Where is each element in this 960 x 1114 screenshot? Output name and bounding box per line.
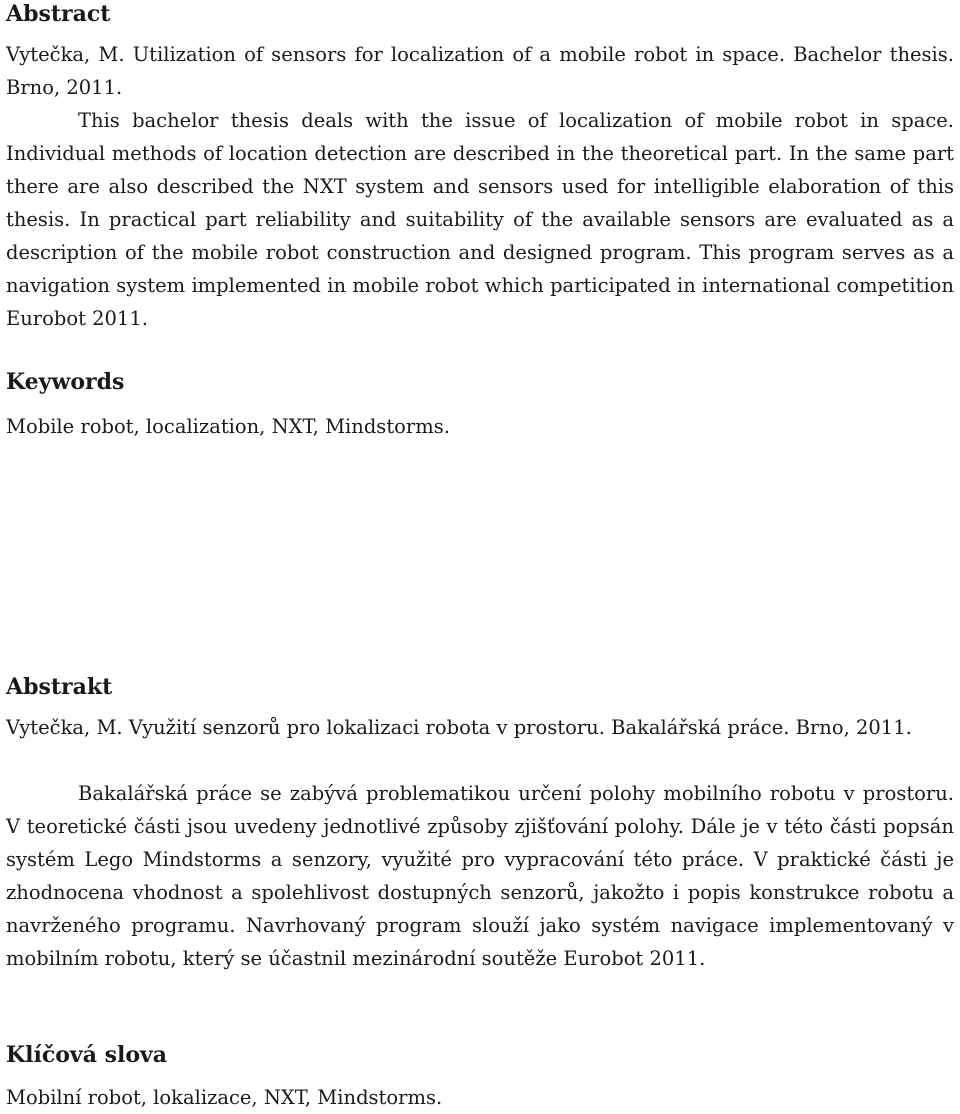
abstract-cz-citation: Vytečka, M. Využití senzorů pro lokalizaci robota v prostoru. Bakalářská práce. Brno, 2011. bbox=[6, 716, 912, 739]
keywords-cz-text: Mobilní robot, lokalizace, NXT, Mindstorms. bbox=[6, 1086, 443, 1109]
keywords-en-text: Mobile robot, localization, NXT, Mindstorms. bbox=[6, 415, 450, 438]
keywords-en-heading: Keywords bbox=[6, 369, 125, 395]
abstract-cz-heading: Abstrakt bbox=[6, 674, 113, 700]
abstract-cz-body: Bakalářská práce se zabývá problematikou určení polohy mobilního robotu v prostoru. V teoretické části jsou uvedeny jednotlivé způsoby zjišťování polohy. Dále je v této části popsán systém Lego Mindstorms a senzory, využité pro vypracování této práce. V praktické části je zhodnocena vhodnost a spolehlivost dostupných senzorů, jakožto i popis konstrukce robotu a navrženého programu. Navrhovaný program slouží jako systém navigace implementovaný v mobilním robotu, který se účastnil mezinárodní soutěže Eurobot 2011. bbox=[6, 782, 954, 970]
abstract-en-citation: Vytečka, M. Utilization of sensors for localization of a mobile robot in space. Bachelor thesis. Brno, 2011. bbox=[6, 43, 954, 99]
abstract-en-heading: Abstract bbox=[6, 1, 111, 27]
keywords-cz-heading: Klíčová slova bbox=[6, 1042, 168, 1068]
abstract-en-body: This bachelor thesis deals with the issue of localization of mobile robot in space. Individual methods of location detection are described in the theoretical part. In the same part there are also described the NXT system and sensors used for intelligible elaboration of this thesis. In practical part reliability and suitability of the available sensors are evaluated as a description of the mobile robot construction and designed program. This program serves as a navigation system implemented in mobile robot which participated in international competition Eurobot 2011. bbox=[6, 109, 954, 330]
